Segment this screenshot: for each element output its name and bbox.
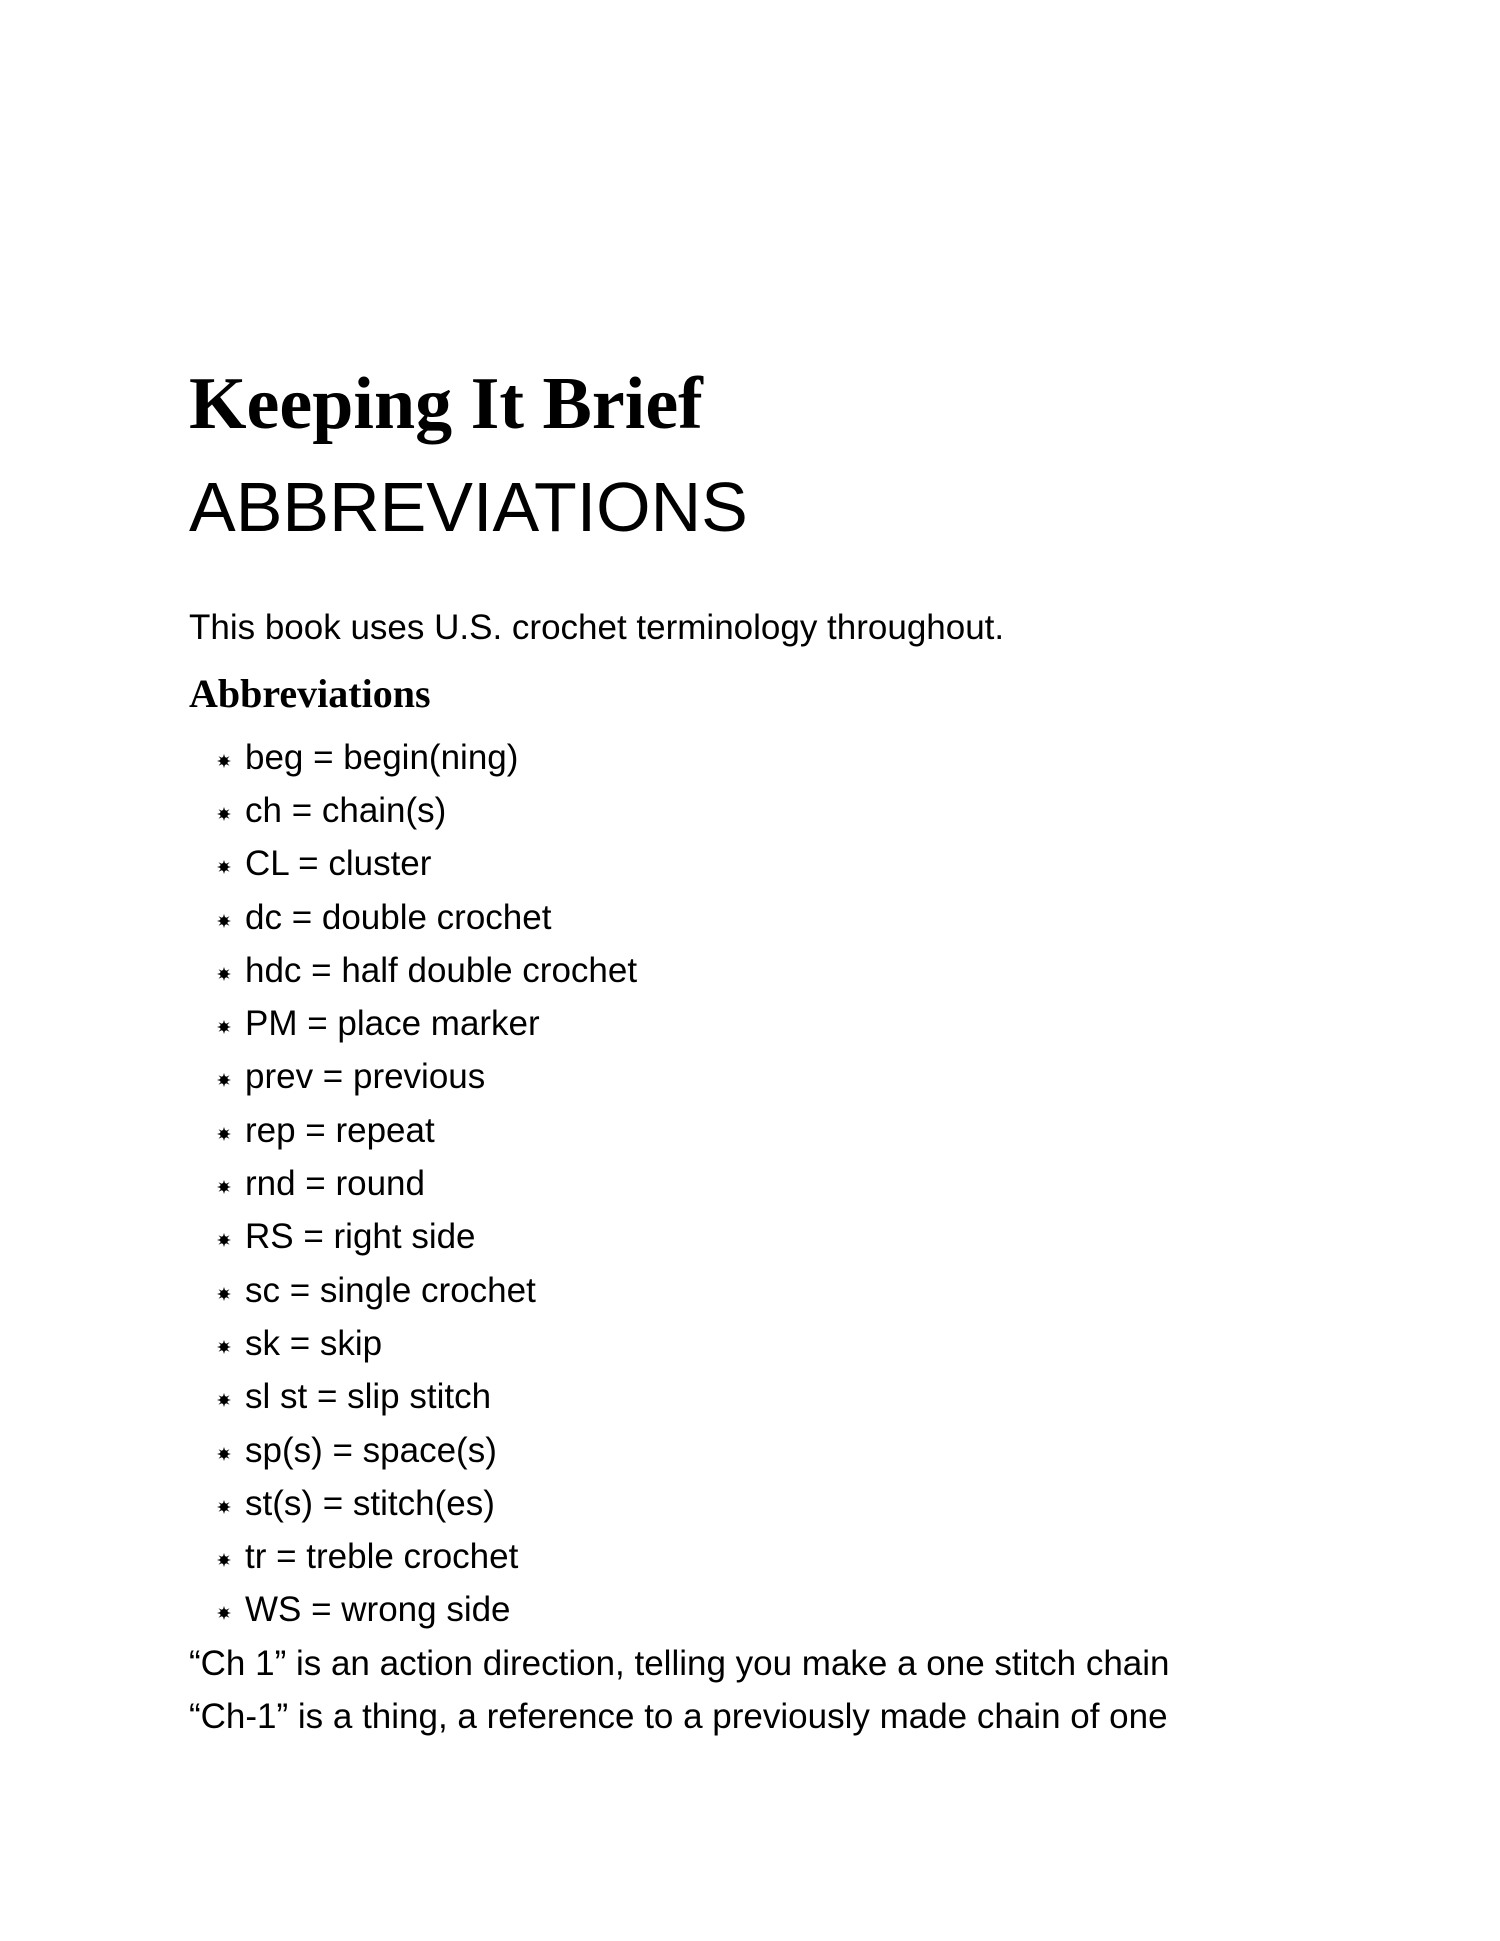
abbreviation-text: sk = skip [245,1323,383,1363]
starburst-bullet-icon [217,807,231,821]
notes-block [189,1637,1170,1744]
abbreviation-text: WS = wrong side [245,1590,511,1630]
abbreviation-item [217,1211,637,1264]
abbreviation-text: sl st = slip stitch [245,1377,492,1417]
page-subtitle: ABBREVIATIONS [189,468,748,546]
section-heading: Abbreviations [189,671,431,716]
starburst-bullet-icon [217,914,231,928]
abbreviation-text: st(s) = stitch(es) [245,1483,495,1523]
starburst-bullet-icon [217,1500,231,1514]
abbreviation-item [217,1104,637,1157]
abbreviation-text: PM = place marker [245,1004,540,1044]
abbreviation-item [217,1530,637,1583]
starburst-bullet-icon [217,1447,231,1461]
abbreviation-text: ch = chain(s) [245,790,447,830]
abbreviation-text: rep = repeat [245,1110,435,1150]
abbreviation-item [217,1477,637,1530]
abbreviation-item [217,784,637,837]
starburst-bullet-icon [217,1393,231,1407]
abbreviation-text: rnd = round [245,1164,425,1204]
abbreviation-item [217,1371,637,1424]
note-line: “Ch 1” is an action direction, telling you make a one stitch chain [189,1643,1170,1683]
abbreviation-item [217,838,637,891]
starburst-bullet-icon [217,1553,231,1567]
abbreviation-item [217,997,637,1050]
starburst-bullet-icon [217,1020,231,1034]
starburst-bullet-icon [217,1287,231,1301]
abbreviation-item [217,1051,637,1104]
abbreviation-item [217,944,637,997]
abbreviation-text: CL = cluster [245,844,432,884]
starburst-bullet-icon [217,967,231,981]
abbreviation-item [217,1264,637,1317]
abbreviation-item [217,731,637,784]
note-line: “Ch-1” is a thing, a reference to a previously made chain of one [189,1696,1168,1736]
abbreviation-item [217,1584,637,1637]
starburst-bullet-icon [217,1073,231,1087]
page-title: Keeping It Brief [189,363,703,445]
starburst-bullet-icon [217,1180,231,1194]
abbreviation-text: RS = right side [245,1217,476,1257]
intro-paragraph: This book uses U.S. crochet terminology throughout. [189,608,1005,647]
abbreviation-text: sc = single crochet [245,1270,536,1310]
starburst-bullet-icon [217,1606,231,1620]
abbreviation-text: tr = treble crochet [245,1537,519,1577]
starburst-bullet-icon [217,1233,231,1247]
abbreviation-item [217,1424,637,1477]
abbreviation-item [217,1157,637,1210]
abbreviation-text: dc = double crochet [245,897,552,937]
starburst-bullet-icon [217,860,231,874]
starburst-bullet-icon [217,1127,231,1141]
abbreviation-text: prev = previous [245,1057,486,1097]
starburst-bullet-icon [217,754,231,768]
abbreviation-text: hdc = half double crochet [245,950,638,990]
abbreviation-item [217,891,637,944]
abbreviation-item [217,1317,637,1370]
abbreviation-text: beg = begin(ning) [245,737,519,777]
starburst-bullet-icon [217,1340,231,1354]
abbreviation-list [217,731,637,1637]
abbreviation-text: sp(s) = space(s) [245,1430,497,1470]
